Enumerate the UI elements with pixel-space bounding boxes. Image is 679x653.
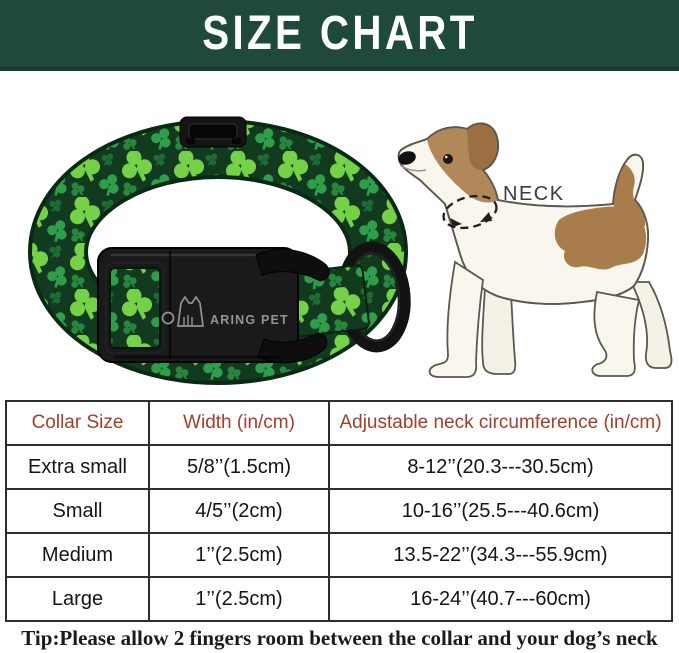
table-row (6, 577, 672, 621)
header-banner (0, 0, 679, 71)
collar-photo (18, 105, 413, 390)
cell-circumference: 10-16’’(25.5---40.6cm) (329, 489, 672, 533)
dog-eye (443, 154, 453, 164)
cell-size: Extra small (6, 445, 149, 489)
col-header-neck-circumference: Adjustable neck circumference (in/cm) (329, 401, 672, 445)
brand-text: ARING PET (210, 313, 289, 327)
table-row (6, 533, 672, 577)
dog-diagram (393, 112, 678, 384)
cell-size: Small (6, 489, 149, 533)
cell-width: 5/8’’(1.5cm) (149, 445, 329, 489)
page-title: SIZE CHART (201, 7, 478, 60)
cell-size: Medium (6, 533, 149, 577)
cell-size: Large (6, 577, 149, 621)
cell-width: 4/5’’(2cm) (149, 489, 329, 533)
table-row (6, 489, 672, 533)
cell-circumference: 8-12’’(20.3---30.5cm) (329, 445, 672, 489)
size-table (5, 400, 673, 622)
col-header-width: Width (in/cm) (149, 401, 329, 445)
neck-label: NECK (503, 183, 565, 205)
cell-circumference: 16-24’’(40.7---60cm) (329, 577, 672, 621)
cell-width: 1’’(2.5cm) (149, 533, 329, 577)
cell-circumference: 13.5-22’’(34.3---55.9cm) (329, 533, 672, 577)
cell-width: 1’’(2.5cm) (149, 577, 329, 621)
col-header-collar-size: Collar Size (6, 401, 149, 445)
side-release-buckle (98, 248, 329, 363)
table-row (6, 445, 672, 489)
table-header-row (6, 401, 672, 445)
tip-text: Tip:Please allow 2 fingers room between the collar and your dog’s neck (21, 626, 658, 650)
slider-buckle (180, 117, 246, 147)
